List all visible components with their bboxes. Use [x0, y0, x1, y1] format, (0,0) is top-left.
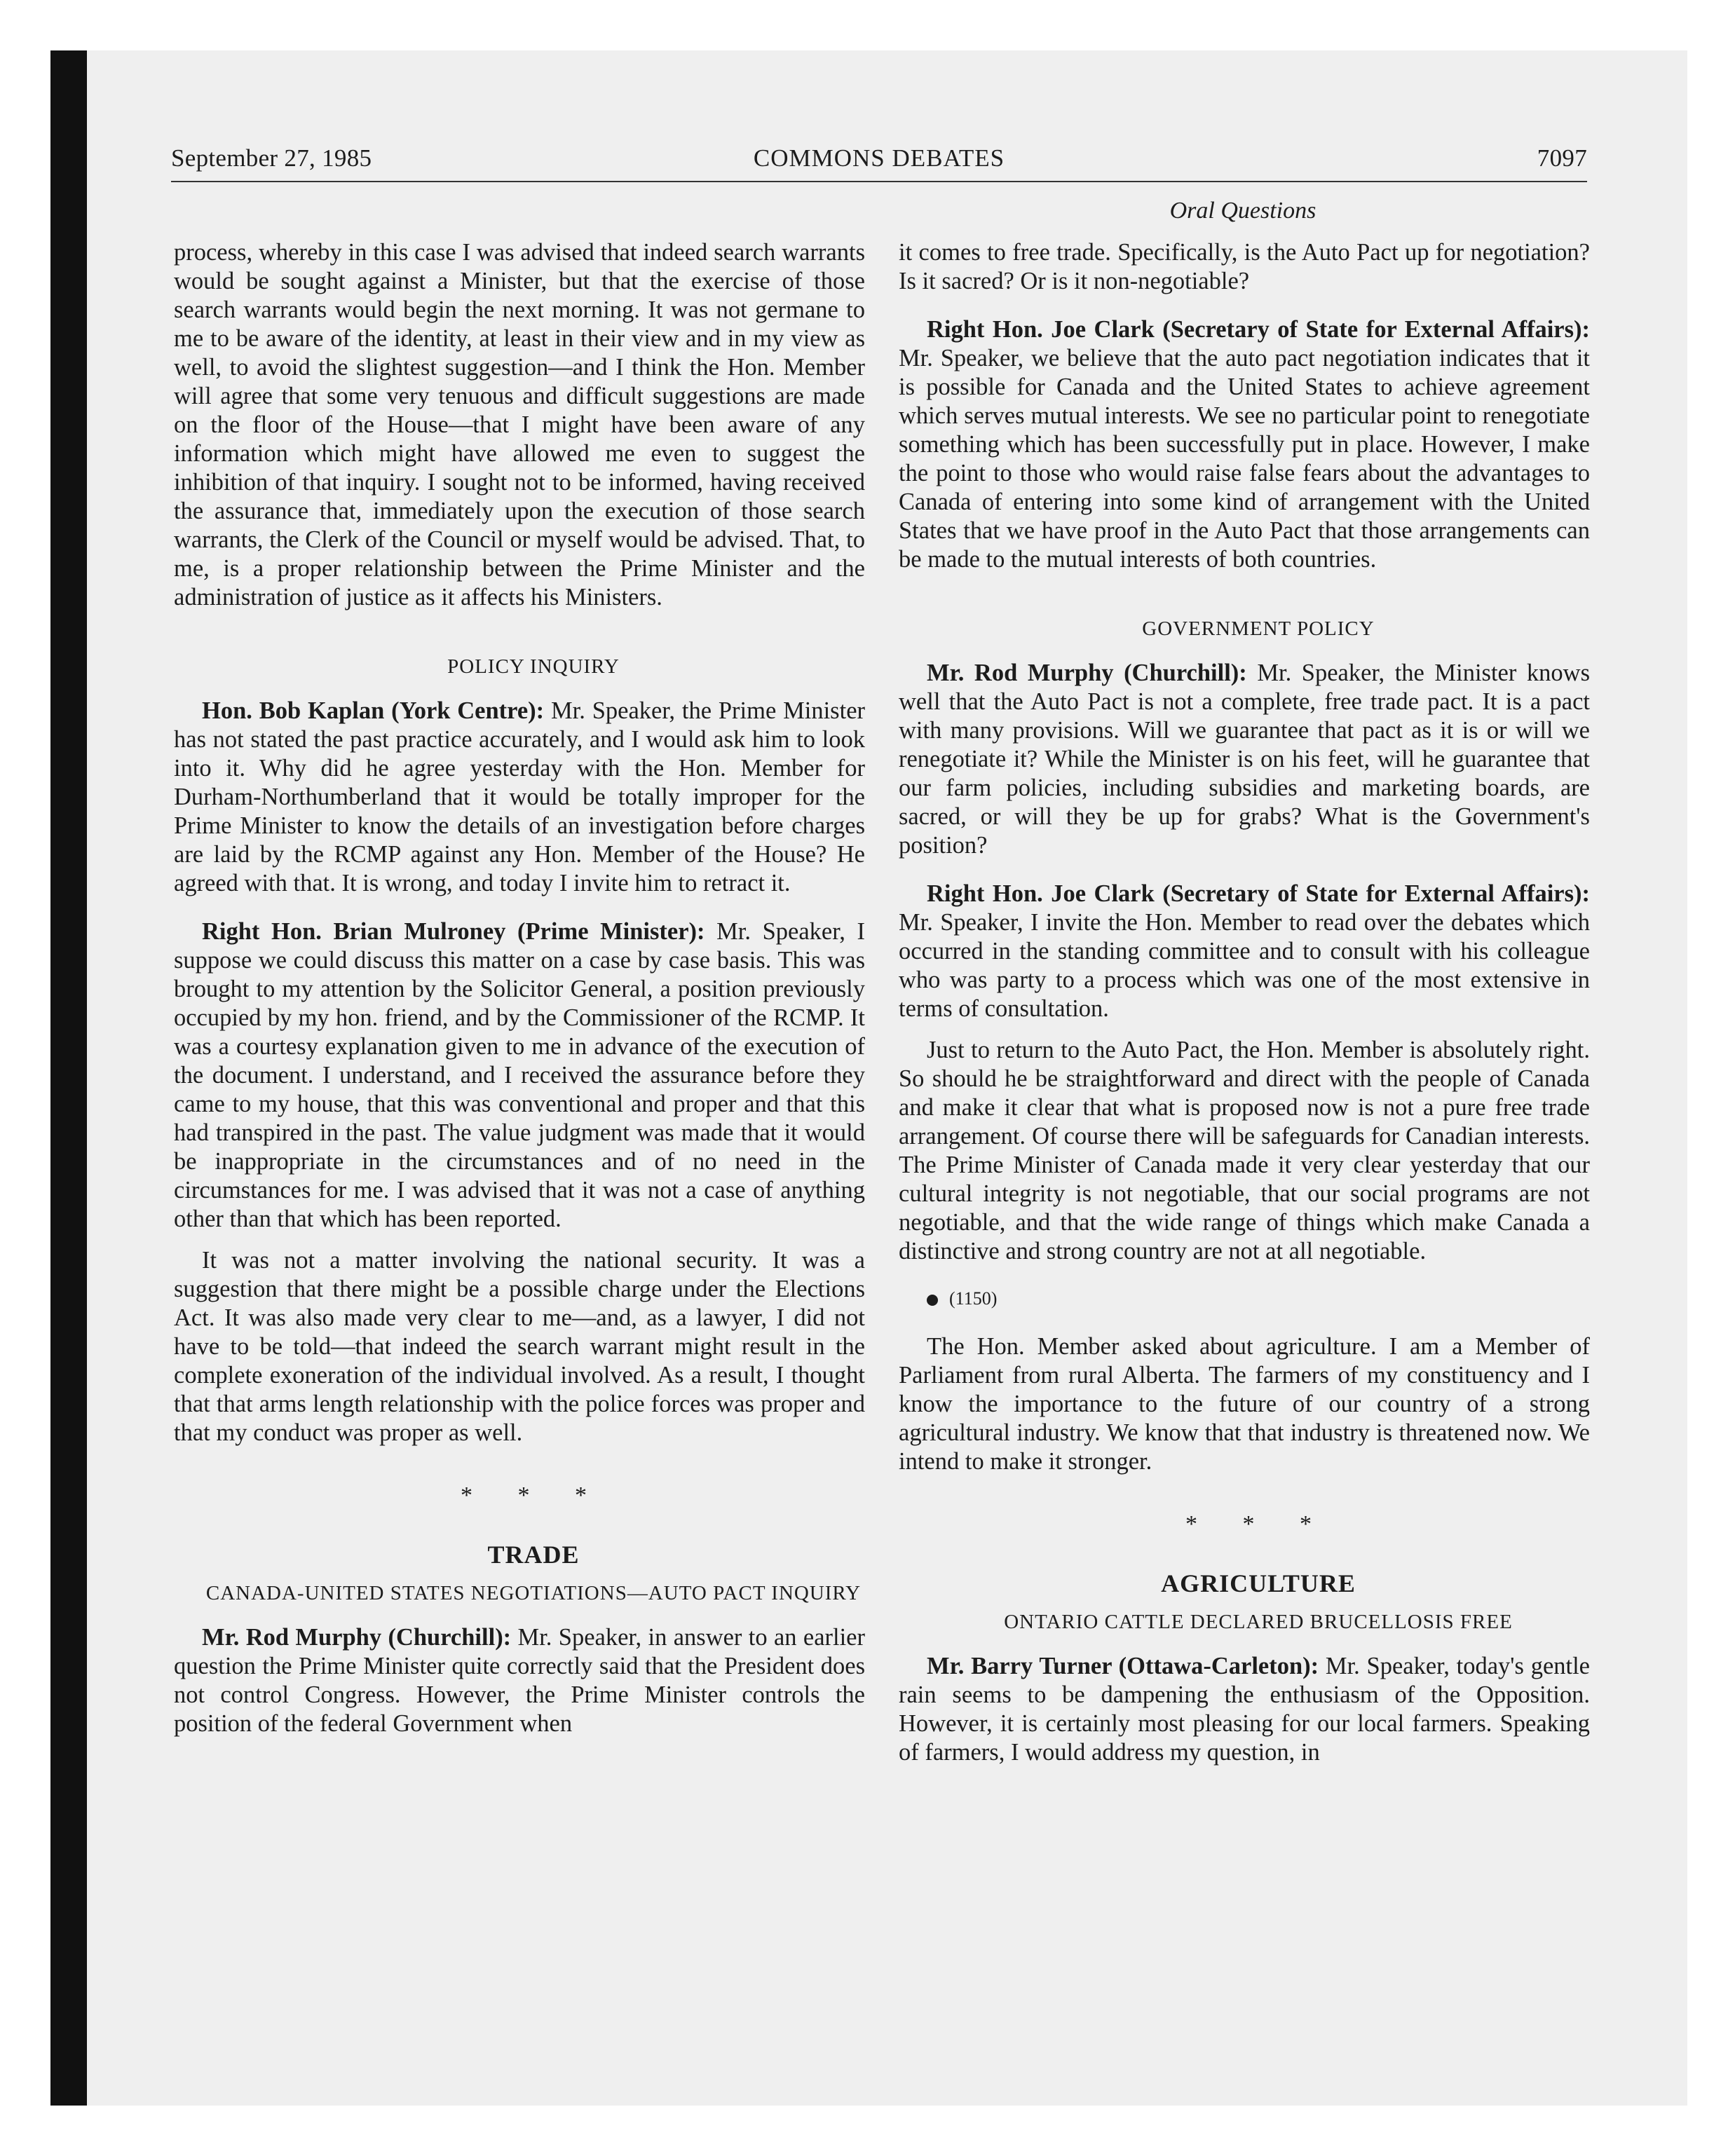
running-header [171, 144, 1587, 182]
heading-trade: TRADE [487, 1541, 580, 1569]
header-date: September 27, 1985 [171, 144, 372, 172]
continued-paragraph: it comes to free trade. Specifically, is the Auto Pact up for negotiation? Is it sacred? Or is it non-negotiable? [899, 239, 1590, 294]
speech-text: Mr. Speaker, we believe that the auto pact negotiation indicates that it is possible for Canada and the United States to achieve agreement which serves mutual interests. We see no particular point to renegotiate something which has been successfully put in place. However, I make the point to those who would raise false fears about the advantages to Canada of entering into some kind of arrangement with the United States that we have proof in the Auto Pact that those arrangements can be made to the mutual interests of both countries. [899, 345, 1590, 573]
right-column [899, 238, 1590, 1767]
left-column [174, 238, 865, 1738]
speaker-name: Mr. Barry Turner (Ottawa-Carleton): [927, 1653, 1319, 1679]
page-number: 7097 [1537, 144, 1587, 172]
scan-edge-bar [50, 50, 87, 2106]
mulroney-answer [174, 917, 865, 1234]
murphy-supplementary [899, 659, 1590, 860]
clark-answer-agriculture: The Hon. Member asked about agriculture. I am a Member of Parliament from rural Alberta. The farmers of my constituency and I know the importance to the future of our country of a strong agricultural industry. We know that that industry is threatened now. We intend to make it stronger. [899, 1333, 1590, 1475]
speaker-name: Right Hon. Brian Mulroney (Prime Minister): [202, 918, 705, 945]
speaker-name: Right Hon. Joe Clark (Secretary of State for External Affairs): [927, 880, 1590, 907]
subheading-auto-pact: CANADA-UNITED STATES NEGOTIATIONS—AUTO PACT INQUIRY [205, 1582, 862, 1604]
continued-paragraph: process, whereby in this case I was advised that indeed search warrants would be sought against a Minister, but that the exercise of those search warrants would begin the next morning. It was not germane to me to be aware of the identity, at least in their view and in my view as well, to avoid the slightest suggestion—and I think the Hon. Member will agree that some very tenuous and difficult suggestions are made on the floor of the House—that I might have been aware of any information which might have allowed me even to suggest the inhibition of that inquiry. I sought not to be informed, having received the assurance that, immediately upon the execution of those search warrants, the Clerk of the Council or myself would be advised. That, to me, is a proper relationship between the Prime Minister and the administration of justice as it affects his Ministers. [174, 239, 865, 610]
time-marker-text: (1150) [949, 1288, 998, 1309]
speech-text: Mr. Speaker, today's gentle rain seems to be dampening the enthusiasm of the Opposition. However, it is certainly most pleasing for our local farmers. Speaking of farmers, I would address my question, in [899, 1653, 1590, 1766]
speech-text: Mr. Speaker, I suppose we could discuss this matter on a case by case basis. This was brought to my attention by the Solicitor General, a position previously occupied by my hon. friend, and by the Commissioner of the RCMP. It was a courtesy explanation given to me in advance of the execution of the document. I understand, and I received the assurance before they came to my house, that this was conventional and proper and that this had transpired in the past. The value judgment was made that it would be inappropriate in the circumstances and of no need in the circumstances for me. I was advised that it was not a case of anything other than that which has been reported. [174, 918, 865, 1232]
section-separator: * * * [461, 1482, 606, 1508]
speaker-name: Mr. Rod Murphy (Churchill): [927, 660, 1247, 686]
time-marker [899, 1284, 1590, 1313]
mulroney-answer-continued: It was not a matter involving the national security. It was a suggestion that there might be a possible charge under the Elections Act. It was also made very clear to me—and, as a lawyer, I did not have to be told—that indeed the search warrant might result in the complete exoneration of the individual involved. As a result, I thought that that arms length relationship with the police forces was proper and that my conduct was proper as well. [174, 1247, 865, 1446]
turner-question [899, 1652, 1590, 1767]
clark-answer-continued: Just to return to the Auto Pact, the Hon. Member is absolutely right. So should he be straightforward and direct with the people of Canada and make it clear that what is proposed now is not a pure free trade arrangement. Of course there will be safeguards for Canadian interests. The Prime Minister of Canada made it very clear yesterday that our cultural integrity is not negotiable, that our social programs are not negotiable, and that the wide range of things which make Canada a distinctive and strong country are not at all negotiable. [899, 1037, 1590, 1264]
clark-second-answer [899, 880, 1590, 1023]
bullet-dot-icon [927, 1295, 938, 1306]
subheading-brucellosis: ONTARIO CATTLE DECLARED BRUCELLOSIS FREE [1004, 1611, 1513, 1633]
speaker-name: Hon. Bob Kaplan (York Centre): [202, 697, 545, 724]
speaker-name: Mr. Rod Murphy (Churchill): [202, 1624, 512, 1651]
header-title: COMMONS DEBATES [753, 144, 1005, 172]
section-label: Oral Questions [1169, 198, 1316, 224]
speech-text: Mr. Speaker, I invite the Hon. Member to read over the debates which occurred in the standing committee and to consult with his colleague who was party to a process which was one of the most extensive in terms of consultation. [899, 909, 1590, 1022]
speech-text: Mr. Speaker, in answer to an earlier question the Prime Minister quite correctly said that the President does not control Congress. However, the Prime Minister controls the position of the federal Government when [174, 1624, 865, 1737]
subheading-policy-inquiry: POLICY INQUIRY [447, 655, 620, 678]
speaker-name: Right Hon. Joe Clark (Secretary of State for External Affairs): [927, 316, 1590, 343]
subheading-government-policy: GOVERNMENT POLICY [1142, 618, 1375, 640]
speech-text: Mr. Speaker, the Prime Minister has not stated the past practice accurately, and I would ask him to look into it. Why did he agree yesterday with the Hon. Member for Durham-Northumberland that it would be totally improper for the Prime Minister to know the details of an investigation before charges are laid by the RCMP against any Hon. Member of the House? He agreed with that. It is wrong, and today I invite him to retract it. [174, 697, 865, 896]
murphy-question [174, 1623, 865, 1738]
speech-text: Mr. Speaker, the Minister knows well that the Auto Pact is not a complete, free trade pact. It is a pact with many provisions. Will we guarantee that pact as it is or will we renegotiate it? While the Minister is on his feet, will he guarantee that our farm policies, including subsidies and marketing boards, are sacred, or will they be up for grabs? What is the Government's position? [899, 660, 1590, 859]
heading-agriculture: AGRICULTURE [1161, 1569, 1356, 1597]
kaplan-question [174, 697, 865, 898]
section-separator: * * * [1185, 1511, 1331, 1537]
clark-answer [899, 315, 1590, 574]
